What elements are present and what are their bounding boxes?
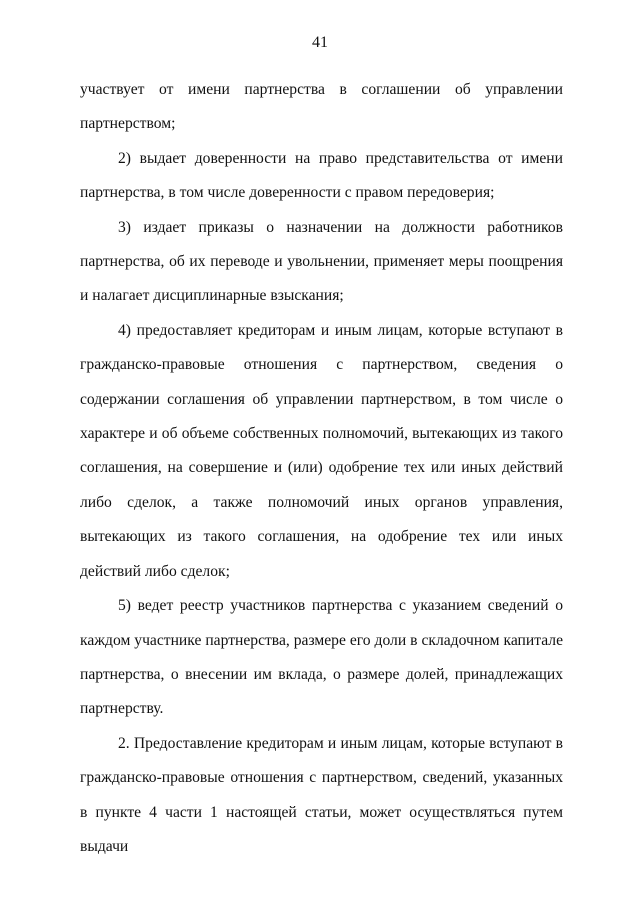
page-number: 41 (312, 34, 328, 51)
paragraph-item-3: 3) издает приказы о назначении на должности работников партнерства, об их переводе и увольнении, применяет меры поощрения и налагает дисциплинарные взыскания; (80, 218, 563, 305)
document-body (80, 73, 563, 864)
paragraph-continuation: участвует от имени партнерства в соглашении об управлении партнерством; (80, 81, 563, 133)
paragraph-item-4: 4) предоставляет кредиторам и иным лицам, которые вступают в гражданско-правовые отношения с партнерством, сведения о содержании соглашения об управлении партнерством, в том числе о характере и об объеме собственных полномочий, вытекающих из такого соглашения, на совершение и (или) одобрение тех или иных действий либо сделок, а также полномочий иных органов управления, вытекающих из такого соглашения, на одобрение тех или иных действий либо сделок; (80, 321, 563, 580)
paragraph-part-2: 2. Предоставление кредиторам и иным лицам, которые вступают в гражданско-правовые отношения с партнерством, сведений, указанных в пункте 4 части 1 настоящей статьи, может осуществляться путем выдачи (80, 734, 563, 855)
paragraph-item-5: 5) ведет реестр участников партнерства с указанием сведений о каждом участнике партнерства, размере его доли в складочном капитале партнерства, о внесении им вклада, о размере долей, принадлежащих партнерству. (80, 597, 563, 718)
paragraph-item-2: 2) выдает доверенности на право представительства от имени партнерства, в том числе доверенности с правом передоверия; (80, 149, 563, 202)
